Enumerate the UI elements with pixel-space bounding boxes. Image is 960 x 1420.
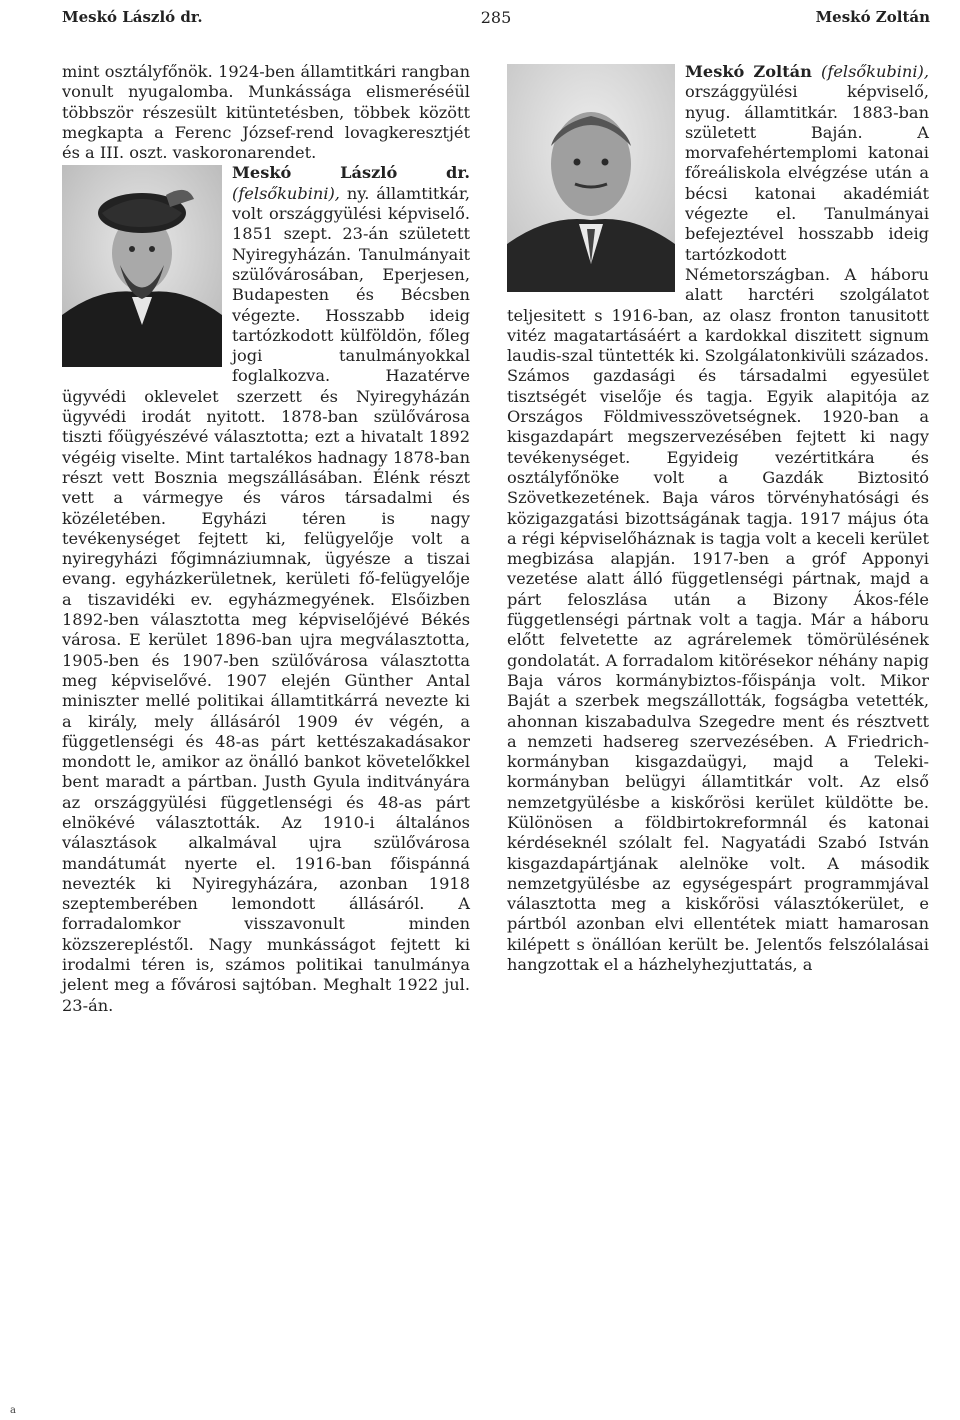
entry-epithet-zoltan: (felsőkubini), bbox=[821, 62, 929, 81]
entry-name-zoltan: Meskó Zoltán bbox=[685, 62, 822, 81]
running-header bbox=[62, 8, 930, 32]
entry-name-laszlo: Meskó László dr. bbox=[232, 163, 470, 183]
header-left-name: Meskó László dr. bbox=[62, 8, 203, 26]
entry-text-laszlo: ny. államtitkár, volt országgyülési képviselő. 1851 szept. 23-án született Nyiregyházán. Tanulmányait szülővárosában, Eperjesen, Budapesten és Bécsben végezte. Hosszabb ideig tartózkodott külföldön, főleg jogi tanulmányokkal foglalkozva. Hazatérve ügyvédi oklevelet szerzett és Nyiregyházán ügyvédi irodát nyitott. 1878-ban szülővárosa tiszti főügyészévé választotta; ezt a hivatalt 1892 végéig viselte. Mint tartalékos hadnagy 1878-ban részt vett Bosznia megszállásában. Élénk részt vett a vármegye és város társadalmi és közéletében. Egyházi téren is nagy tevékenységet fejtett ki, felügyelője volt a nyiregyházi főgimnáziumnak, ügyésze a tiszai evang. egyházkerületnek, kerületi fő-felügyelője a tiszavidéki ev. egyházmegyének. Elsőizben 1892-ben választotta meg képviselőjévé Békés városa. E kerület 1896-ban ujra megválasztotta, 1905-ben és 1907-ben szülővárosa választotta meg képviselővé. 1907 elején Günther Antal miniszter mellé politikai államtitkárrá nevezte ki a király, mely állásáról 1909 év végén, a függetlenségi és 48-as párt kettészakadásakor mondott le, amikor az önálló bankot követelőkkel bent maradt a pártban. Justh Gyula inditványára az országgyülési függetlenségi és 48-as párt elnökévé választották. Az 1910-i általános választások alkalmával ujra szülővárosa mandátumát nyerte el. 1916-ban főispánná nevezték ki Nyiregyházára, azonban 1918 szeptemberében lemondott állásáról. A forradalomkor visszavonult minden közszerepléstől. Nagy munkásságot fejtett ki irodalmi téren is, számos politikai tanulmánya jelent meg a fővárosi sajtóban. Meghalt 1922 jul. 23-án. bbox=[62, 183, 470, 1015]
left-intro-paragraph: mint osztályfőnök. 1924-ben államtitkári rangban vonult nyugalomba. Munkássága elismeréséül többször részesült kitüntetésben, többek között megkapta a Ferenc József-rend lovagkeresztjét és a III. oszt. vaskoronarendet. bbox=[62, 62, 470, 163]
entry-text-zoltan: országgyülési képviselő, nyug. államtitkár. 1883-ban született Baján. A morvafehértemplomi katonai főreáliskola elvégzése után a bécsi katonai akadémiát végezte el. Tanulmányai befejeztével hosszabb ideig tartózkodott Németországban. A háboru alatt harctéri szolgálatot teljesitett s 1916-ban, az olasz fronton tanusitott vitéz magatartásáért a kardokkal diszitett signum laudis-szal tüntették ki. Szolgálatonkivüli százados. Számos gazdasági és társadalmi egyesület tisztségét viselője és tagja. Egyik alapitója az Országos Földmivesszövetségnek. 1920-ban a kisgazdapárt megszervezésében fejtett ki nagy tevékenységet. Egyideig vezértitkára és osztályfőnöke volt a Gazdák Biztositó Szövetkezetének. Baja város törvényhatósági és közigazgatási bizottságának tagja. 1917 május óta a régi képviselőháznak is tagja volt a keceli kerület megbizása alapján. 1917-ben a gróf Apponyi vezetése alatt álló függetlenségi pártnak, majd a párt feloszlása után a Bizony Ákos-féle függetlenségi pártnak volt a tagja. Már a háboru előtt felvetette az agrárelemek tömörülésének gondolatát. A forradalom kitörésekor néhány napig Baja város kormánybiztos-főispánja volt. Mikor Baját a szerbek megszállották, fogságba vetették, ahonnan kiszabadulva Szegedre ment és résztvett a nemzeti hadsereg szervezésében. A Friedrich-kormányban kisgazdaügyi, majd a Teleki-kormányban belügyi államtitkár volt. Az első nemzetgyülésbe a kiskőrösi kerület küldötte be. Különösen a földbirtokreformnál és katonai kérdéseknél szólalt fel. Nagyatádi Szabó István kisgazdapártjának alelnöke volt. A második nemzetgyülésbe az egységespárt programmjával választotta meg a kiskőrösi választókerület, e pártból azonban elvi ellentétek miatt hamarosan kilépett s önállóan került be. Jelentős felszólalásai hangzottak el a házhelyhezjuttatás, a bbox=[507, 82, 929, 975]
page-number: 285 bbox=[480, 8, 512, 27]
entry-meskó-zoltan bbox=[507, 62, 929, 975]
right-column bbox=[507, 62, 929, 975]
header-right-name: Meskó Zoltán bbox=[815, 8, 930, 26]
entry-meskó-laszlo bbox=[62, 163, 470, 1015]
portrait-photo-laszlo bbox=[62, 165, 222, 367]
portrait-photo-zoltan bbox=[507, 64, 675, 292]
left-column bbox=[62, 62, 470, 1016]
footer-mark: a bbox=[10, 1405, 16, 1416]
entry-epithet-laszlo: (felsőkubini), bbox=[232, 183, 347, 203]
